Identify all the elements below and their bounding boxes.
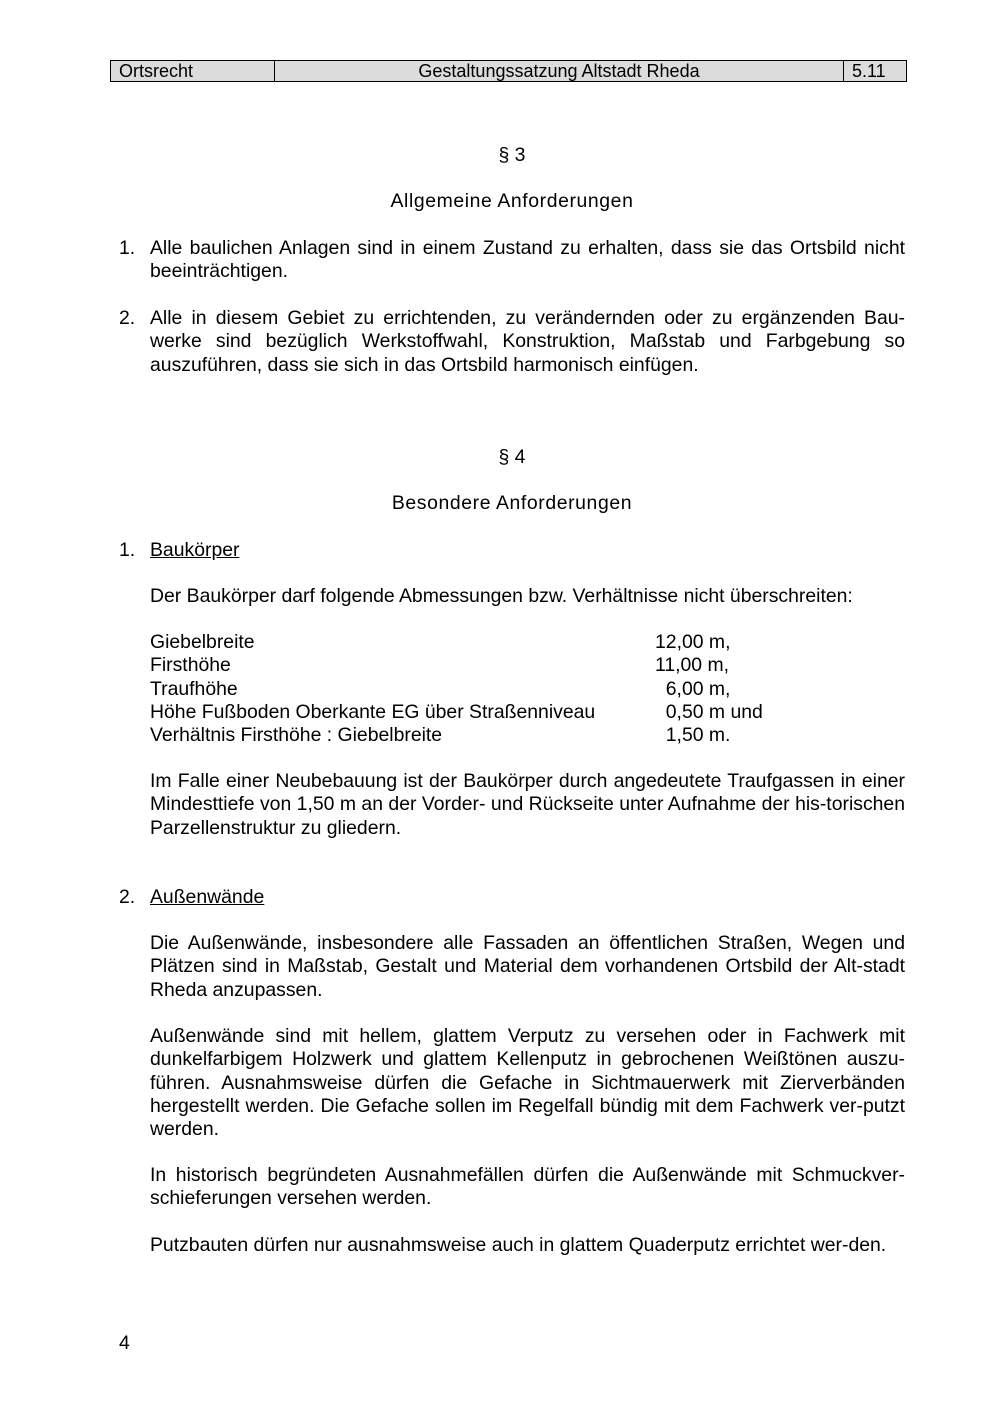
section-3-number: § 3	[498, 144, 526, 166]
dimension-row	[150, 701, 850, 724]
dimension-row	[150, 654, 850, 677]
s3-item-2-number: 2.	[119, 307, 136, 329]
dimension-value: 12,00 m,	[655, 631, 731, 653]
s4-item-2-number: 2.	[119, 886, 136, 908]
dimension-row	[150, 631, 850, 654]
s4-item-1-title-text: Baukörper	[150, 539, 240, 561]
s4-item-2-paragraph: Außenwände sind mit hellem, glattem Verputz zu versehen oder in Fachwerk mit dunkelfarbigem Holzwerk und glattem Kellenputz in gebrochenen Weißtönen auszu-führen. Ausnahmsweise dürfen die Gefache in Sichtmauerwerk mit Zierverbänden hergestellt werden. Die Gefache sollen im Regelfall bündig mit dem Fachwerk ver-putzt werden.	[150, 1025, 905, 1141]
dimension-value: 0,50 m und	[655, 700, 763, 723]
s4-item-2-paragraph: Putzbauten dürfen nur ausnahmsweise auch in glattem Quaderputz errichtet wer-den.	[150, 1234, 887, 1256]
dimension-label: Traufhöhe	[150, 677, 238, 700]
s4-item-2-title	[150, 886, 905, 909]
s4-item-1-text: Im Falle einer Neubebauung ist der Baukörper durch angedeutete Traufgassen in einer Mindesttiefe von 1,50 m an der Vorder- und Rückseite unter Aufnahme der his-torischen Parzellenstruktur zu gliedern.	[150, 770, 905, 839]
header-title: Gestaltungssatzung Altstadt Rheda	[275, 61, 844, 81]
s3-item-2-text: Alle in diesem Gebiet zu errichtenden, zu verändernden oder zu ergänzenden Bau-werke sind bezüglich Werkstoffwahl, Konstruktion, Maßstab und Farbgebung so auszuführen, dass sie sich in das Ortsbild harmonisch einfügen.	[150, 307, 905, 376]
s4-item-2-title-text: Außenwände	[150, 886, 265, 908]
dimension-label: Firsthöhe	[150, 654, 231, 677]
s4-item-2-paragraph: In historisch begründeten Ausnahmefällen dürfen die Außenwände mit Schmuckver-schieferungen versehen werden.	[150, 1164, 905, 1210]
header-category: Ortsrecht	[111, 61, 275, 81]
dimension-label: Verhältnis Firsthöhe : Giebelbreite	[150, 724, 443, 747]
dimension-label: Giebelbreite	[150, 631, 255, 653]
header-number: 5.11	[852, 61, 886, 81]
dimension-table	[150, 631, 850, 747]
s4-item-2-paragraph: Die Außenwände, insbesondere alle Fassaden an öffentlichen Straßen, Wegen und Plätzen sind in Maßstab, Gestalt und Material dem vorhandenen Ortsbild der Alt-stadt Rheda anzupassen.	[150, 932, 905, 1001]
section-4-heading: Besondere Anforderungen	[391, 492, 633, 514]
dimension-row	[150, 724, 850, 747]
dimension-value: 1,50 m.	[655, 724, 731, 747]
section-4-number: § 4	[498, 446, 526, 468]
page-number: 4	[119, 1332, 130, 1354]
dimension-label: Höhe Fußboden Oberkante EG über Straßenniveau	[150, 700, 596, 723]
s3-item-1-text: Alle baulichen Anlagen sind in einem Zustand zu erhalten, dass sie das Ortsbild nicht beeinträchtigen.	[150, 237, 905, 283]
s4-item-1-title	[150, 539, 905, 562]
dimension-row	[150, 678, 850, 701]
document-header	[110, 60, 907, 82]
s4-item-1-number: 1.	[119, 539, 136, 561]
section-3-heading: Allgemeine Anforderungen	[390, 190, 634, 212]
dimension-value: 6,00 m,	[655, 677, 731, 700]
dimension-value: 11,00 m,	[655, 654, 730, 677]
s3-item-1-number: 1.	[119, 237, 136, 259]
s4-item-1-intro: Der Baukörper darf folgende Abmessungen bzw. Verhältnisse nicht überschreiten:	[150, 585, 853, 607]
